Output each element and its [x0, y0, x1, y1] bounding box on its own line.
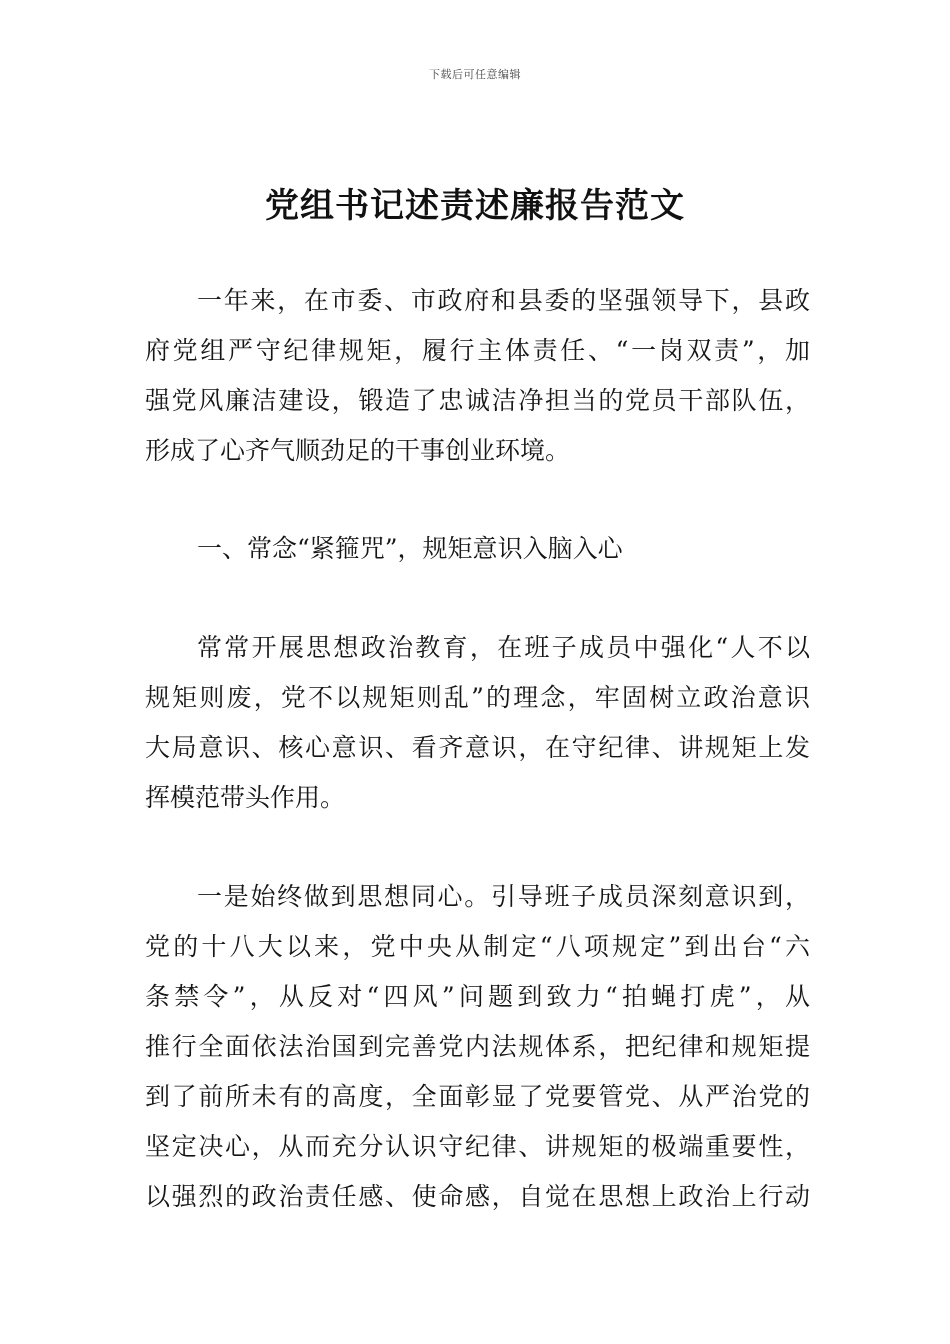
header-note: 下载后可任意编辑: [429, 68, 521, 81]
paragraph-line: 形成了心齐气顺劲足的干事创业环境。: [145, 436, 571, 465]
paragraph-line: 府党组严守纪律规矩，履行主体责任、“一岗双责”，加: [145, 336, 810, 365]
section-heading: [145, 524, 810, 574]
paragraph-intro: [145, 276, 810, 476]
paragraph-line: 坚定决心，从而充分认识守纪律、讲规矩的极端重要性，: [145, 1132, 810, 1161]
paragraph-education: [145, 623, 810, 823]
paragraph-line: 党的十八大以来，党中央从制定“八项规定”到出台“六: [145, 932, 810, 961]
paragraph-line: 到了前所未有的高度，全面彰显了党要管党、从严治党的: [145, 1082, 810, 1111]
paragraph-line: 一年来，在市委、市政府和县委的坚强领导下，县政: [197, 286, 810, 315]
paragraph-line: 大局意识、核心意识、看齐意识，在守纪律、讲规矩上发: [145, 733, 810, 762]
paragraph-line: 推行全面依法治国到完善党内法规体系，把纪律和规矩提: [145, 1032, 810, 1061]
paragraph-line: 以强烈的政治责任感、使命感，自觉在思想上政治上行动: [145, 1182, 810, 1211]
paragraph-thought: [145, 872, 810, 1222]
paragraph-line: 条禁令”，从反对“四风”问题到致力“拍蝇打虎”，从: [145, 982, 810, 1011]
paragraph-line: 一是始终做到思想同心。引导班子成员深刻意识到，: [197, 882, 810, 911]
paragraph-line: 强党风廉洁建设，锻造了忠诚洁净担当的党员干部队伍，: [145, 386, 810, 415]
paragraph-line: 挥模范带头作用。: [145, 783, 346, 812]
paragraph-line: 规矩则废，党不以规矩则乱”的理念，牢固树立政治意识: [145, 683, 810, 712]
paragraph-line: 常常开展思想政治教育，在班子成员中强化“人不以: [197, 633, 810, 662]
section-heading-text: 一、常念“紧箍咒”，规矩意识入脑入心: [197, 534, 623, 563]
document-title: 党组书记述责述廉报告范文: [265, 186, 685, 226]
